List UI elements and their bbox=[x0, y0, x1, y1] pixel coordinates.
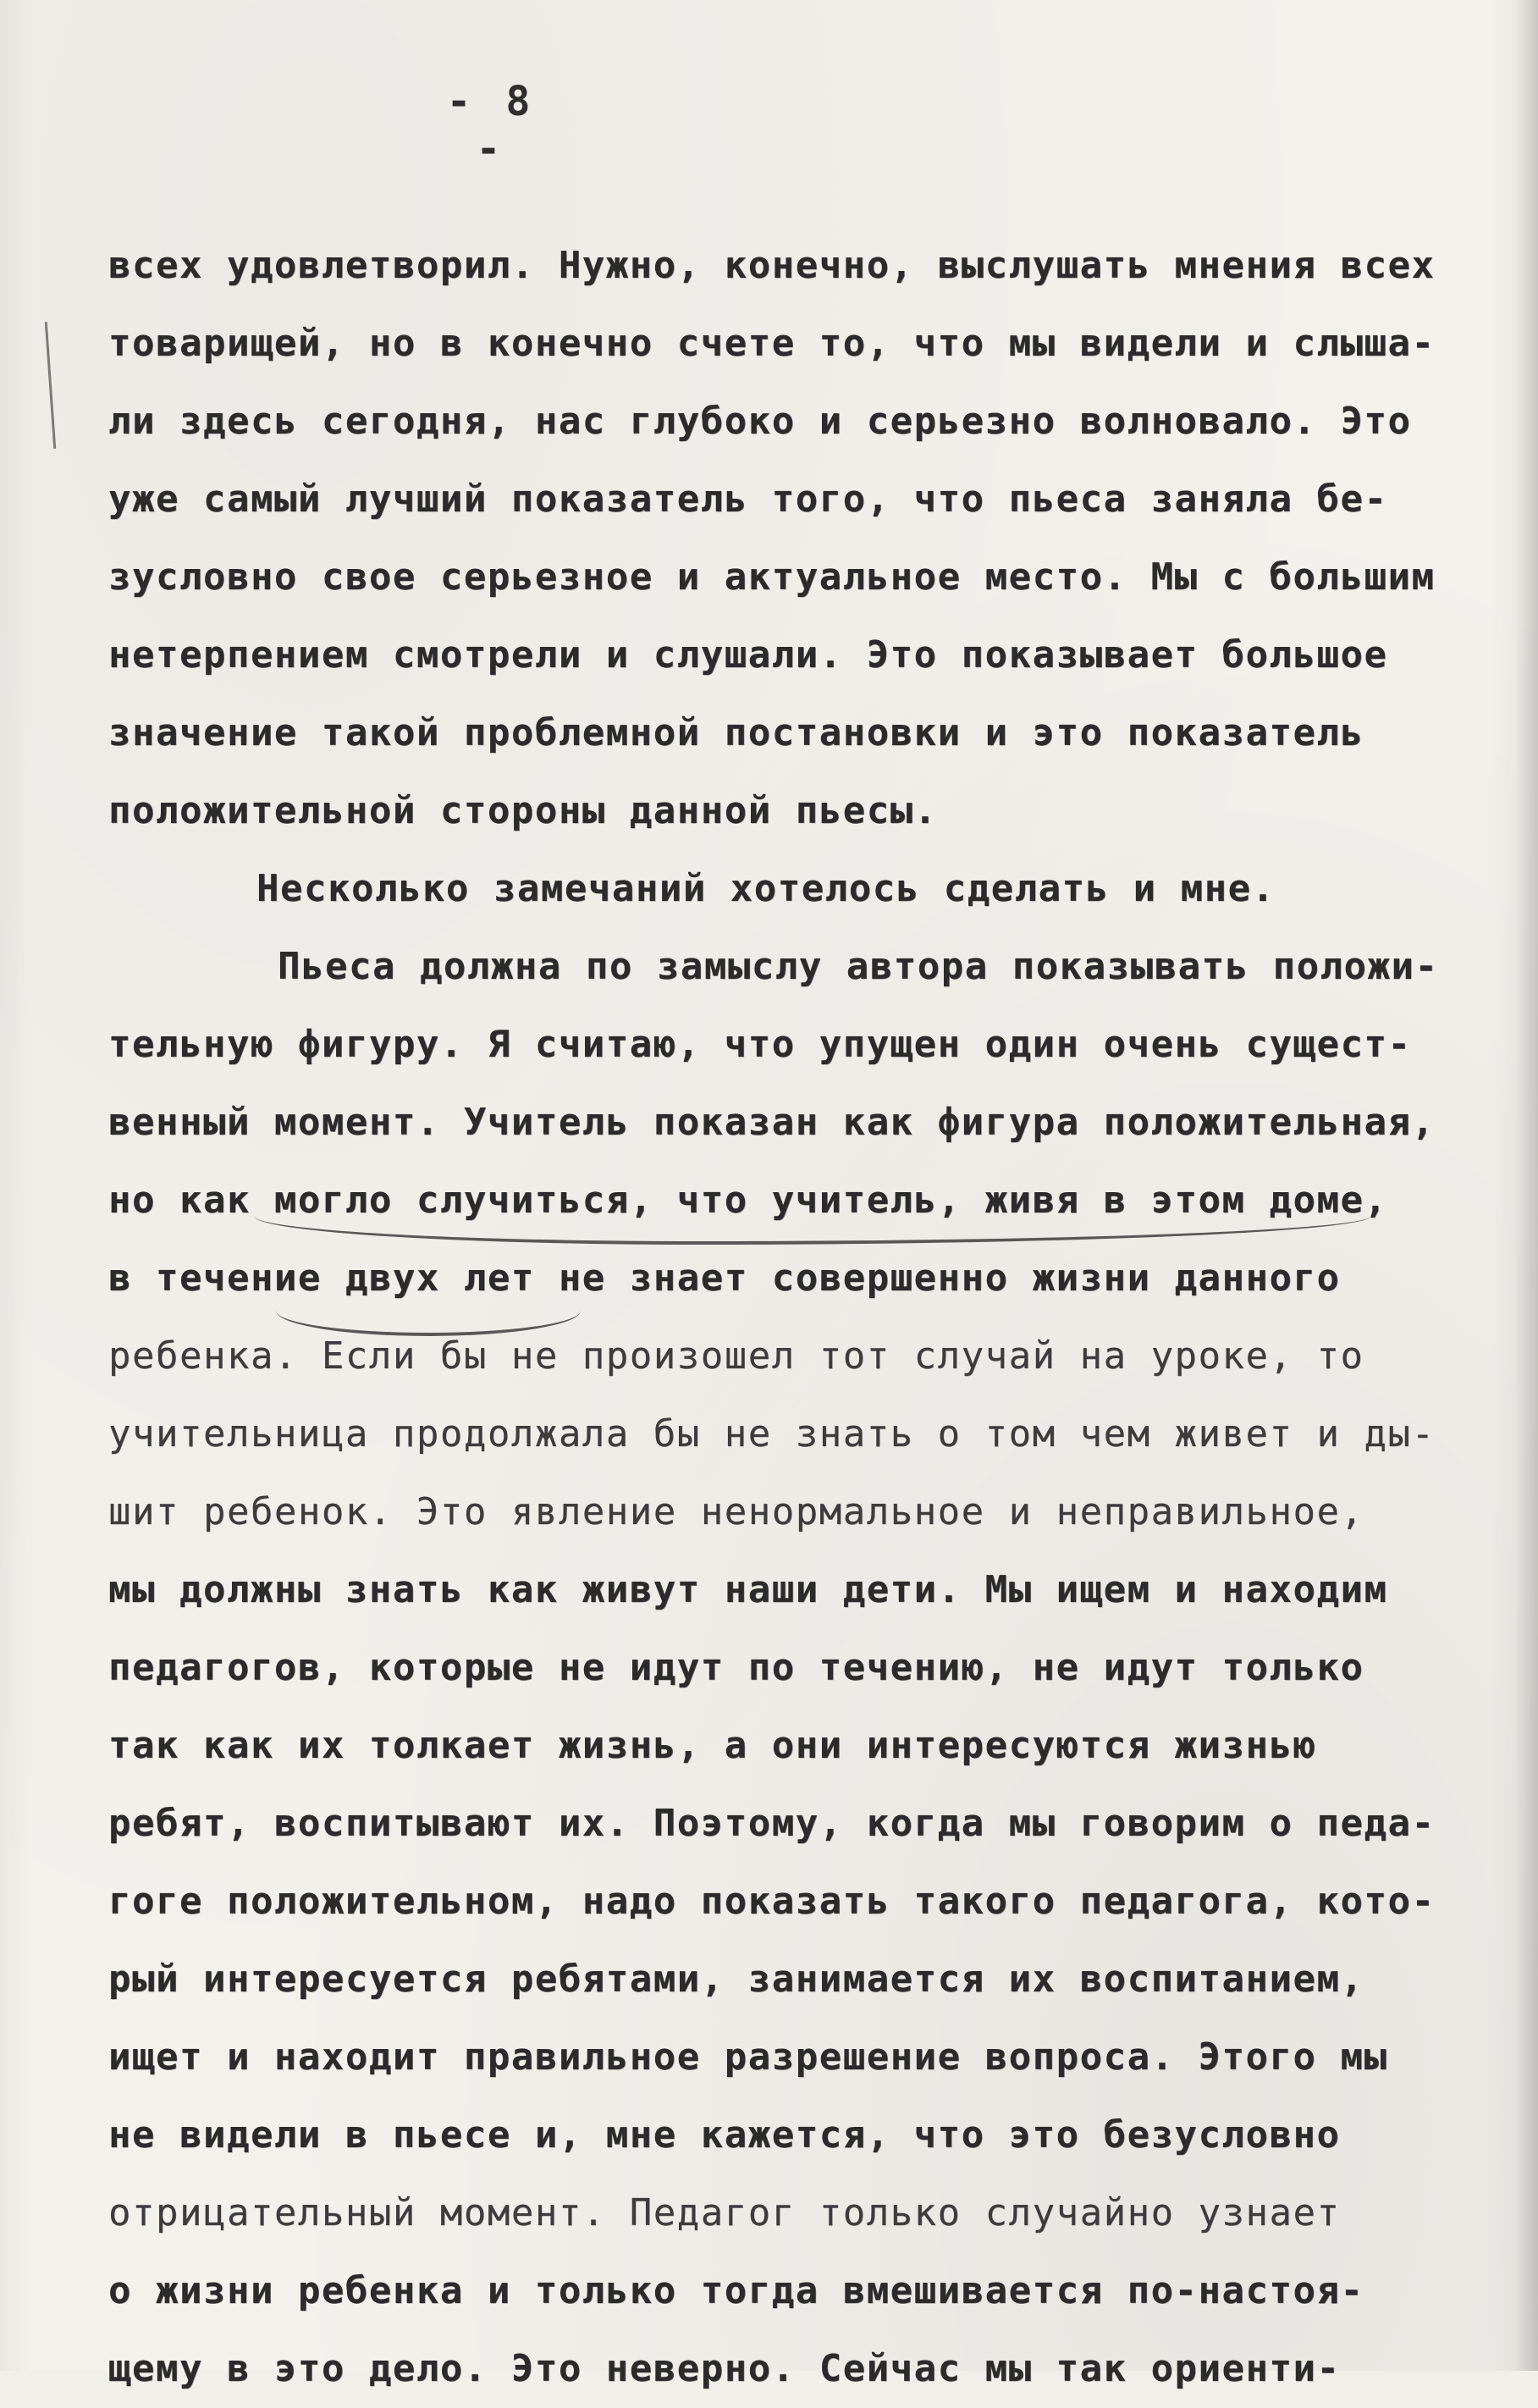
text-line: так как их толкает жизнь, а они интересуются жизнью bbox=[108, 1724, 1317, 1767]
text-line: в течение двух лет не знает совершенно жизни данного bbox=[108, 1256, 1341, 1300]
text-line: педагогов, которые не идут по течению, не идут только bbox=[108, 1646, 1364, 1689]
text-line: учительница продолжала бы не знать о том чем живет и ды- bbox=[108, 1412, 1436, 1455]
text-line: рый интересуется ребятами, занимается их воспитанием, bbox=[108, 1958, 1364, 2001]
text-line: зусловно свое серьезное и актуальное место. Мы с большим bbox=[108, 555, 1436, 599]
text-line: не видели в пьесе и, мне кажется, что это безусловно bbox=[108, 2113, 1341, 2157]
page-edge-shadow bbox=[1514, 0, 1538, 2371]
text-line: щему в это дело. Это неверно. Сейчас мы так ориенти- bbox=[108, 2347, 1341, 2390]
text-line: уже самый лучший показатель того, что пьеса заняла бе- bbox=[108, 478, 1388, 521]
text-line: отрицательный момент. Педагог только случайно узнает bbox=[108, 2191, 1341, 2234]
text-line: ли здесь сегодня, нас глубоко и серьезно волновало. Это bbox=[108, 400, 1412, 443]
text-line: всех удовлетворил. Нужно, конечно, выслушать мнения всех bbox=[108, 244, 1436, 287]
text-line: тельную фигуру. Я считаю, что упущен один очень сущест- bbox=[108, 1023, 1412, 1066]
text-line: шит ребенок. Это явление ненормальное и неправильное, bbox=[108, 1490, 1364, 1533]
text-line: нетерпением смотрели и слушали. Это показывает большое bbox=[108, 633, 1388, 677]
text-line: Пьеса должна по замыслу автора показывать положи- bbox=[278, 945, 1439, 988]
margin-pencil-mark bbox=[45, 322, 56, 449]
text-line: гоге положительном, надо показать такого педагога, кото- bbox=[108, 1880, 1436, 1923]
text-line: ребенка. Если бы не произошел тот случай на уроке, то bbox=[108, 1334, 1364, 1378]
page-number: - 8 - bbox=[446, 78, 536, 173]
text-line: Несколько замечаний хотелось сделать и мне. bbox=[256, 867, 1276, 910]
text-line: значение такой проблемной постановки и это показатель bbox=[108, 711, 1364, 754]
text-line: венный момент. Учитель показан как фигура положительная, bbox=[108, 1101, 1436, 1144]
text-line: о жизни ребенка и только тогда вмешивается по-настоя- bbox=[108, 2269, 1364, 2312]
text-line: положительной стороны данной пьесы. bbox=[108, 789, 938, 832]
text-line: товарищей, но в конечно счете то, что мы видели и слыша- bbox=[108, 322, 1436, 365]
text-line: ищет и находит правильное разрешение вопроса. Этого мы bbox=[108, 2035, 1388, 2079]
text-line: ребят, воспитывают их. Поэтому, когда мы говорим о педа- bbox=[108, 1802, 1436, 1845]
text-line: мы должны знать как живут наши дети. Мы ищем и находим bbox=[108, 1568, 1388, 1611]
text-line: но как могло случиться, что учитель, живя в этом доме, bbox=[108, 1179, 1388, 1222]
